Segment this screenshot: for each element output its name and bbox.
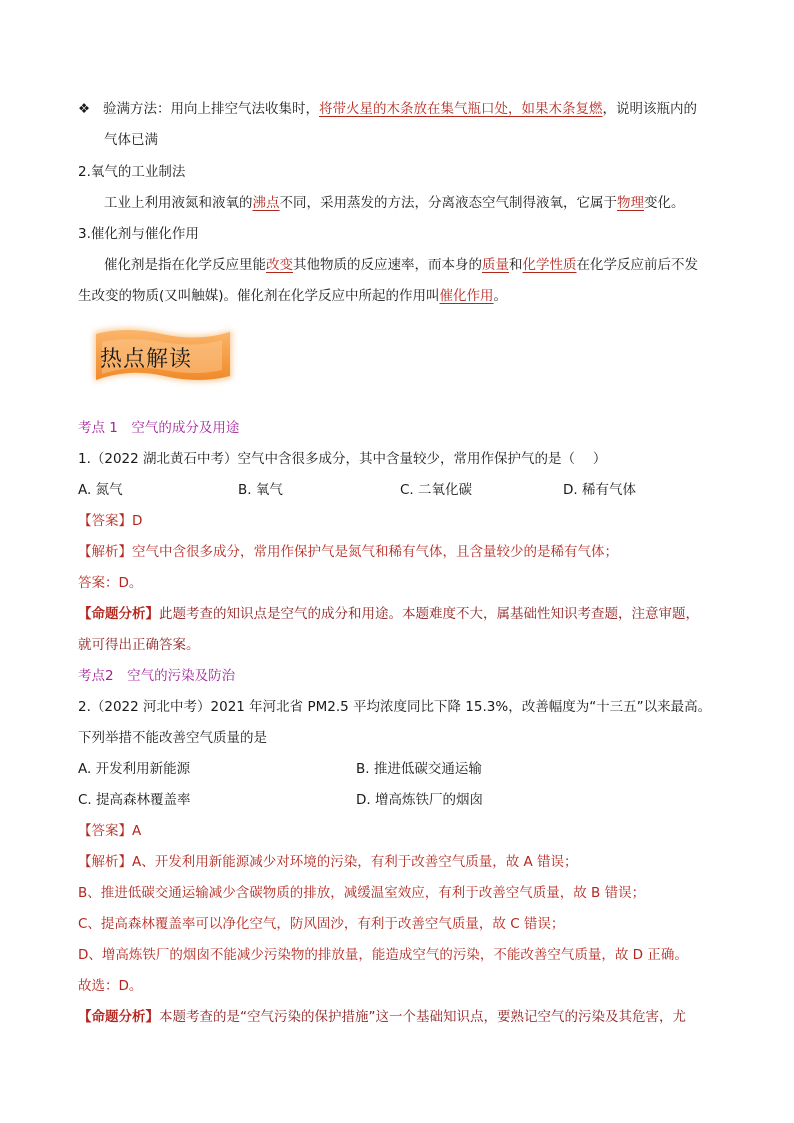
q1-answer-line: 答案：D。 <box>78 575 143 591</box>
catalyst-paragraph-2: 生改变的物质(又叫触媒)。催化剂在化学反应中所起的作用叫催化作用。 <box>78 288 508 304</box>
q2-choose: 故选：D。 <box>78 978 143 994</box>
q1-option-a: A. 氮气 <box>78 482 123 498</box>
keyword-mass: 质量 <box>482 257 509 273</box>
q2-option-c: C. 提高森林覆盖率 <box>78 792 191 808</box>
verify-line-1 <box>78 99 697 119</box>
question-2-line-2: 下列举措不能改善空气质量的是 <box>78 730 267 746</box>
verify-line-2: 气体已满 <box>104 132 158 148</box>
keyword-catalysis: 催化作用 <box>439 288 494 304</box>
verify-key-text: 将带火星的木条放在集气瓶口处，如果木条复燃 <box>318 101 603 117</box>
keyword-physical: 物理 <box>617 195 644 211</box>
topic-1-label: 考点 1 空气的成分及用途 <box>78 420 240 436</box>
q2-option-b: B. 推进低碳交通运输 <box>356 761 482 777</box>
q2-analysis-2: B、推进低碳交通运输减少含碳物质的排放，减缓温室效应，有利于改善空气质量，故 B 错误； <box>78 885 646 901</box>
bullet-icon: ❖ <box>78 101 91 117</box>
q2-option-d: D. 增高炼铁厂的烟囱 <box>356 792 483 808</box>
question-2-line-1: 2.（2022 河北中考）2021 年河北省 PM2.5 平均浓度同比下降 15.3%，改善幅度为“十三五”以来最高。 <box>78 699 712 715</box>
industrial-paragraph: 工业上利用液氮和液氧的沸点不同，采用蒸发的方法，分离液态空气制得液氧，它属于物理变化。 <box>104 195 685 211</box>
hot-topic-banner <box>84 320 238 392</box>
q2-analysis-3: C、提高森林覆盖率可以净化空气，防风固沙，有利于改善空气质量，故 C 错误； <box>78 916 565 932</box>
topic-2-label: 考点2 空气的污染及防治 <box>78 668 236 684</box>
q1-comment: 【命题分析】此题考查的知识点是空气的成分和用途。本题难度不大，属基础性知识考查题，注意审题， <box>78 606 699 622</box>
q1-analysis: 【解析】空气中含很多成分，常用作保护气是氮气和稀有气体，且含量较少的是稀有气体； <box>78 544 618 560</box>
question-1: 1.（2022 湖北黄石中考）空气中含很多成分，其中含量较少，常用作保护气的是（ ） <box>78 451 607 467</box>
q1-option-b: B. 氧气 <box>238 482 283 498</box>
verify-lead: 验满方法：用向上排空气法收集时， <box>102 101 319 117</box>
q1-option-c: C. 二氧化碳 <box>400 482 473 498</box>
keyword-chemical-property: 化学性质 <box>522 257 577 273</box>
industrial-heading: 2.氧气的工业制法 <box>78 164 186 180</box>
verify-tail: ，说明该瓶内的 <box>602 101 697 117</box>
keyword-change: 改变 <box>266 257 293 273</box>
catalyst-paragraph-1: 催化剂是指在化学反应里能改变其他物质的反应速率，而本身的质量和化学性质在化学反应前后不发 <box>104 257 698 273</box>
q2-analysis-4: D、增高炼铁厂的烟囱不能减少污染物的排放量，能造成空气的污染，不能改善空气质量，故 D 正确。 <box>78 947 688 963</box>
q2-option-a: A. 开发利用新能源 <box>78 761 191 777</box>
q2-answer: 【答案】A <box>78 823 142 839</box>
q1-comment-2: 就可得出正确答案。 <box>78 637 200 653</box>
catalyst-heading: 3.催化剂与催化作用 <box>78 226 199 242</box>
q1-option-d: D. 稀有气体 <box>563 482 636 498</box>
q2-analysis-1: 【解析】A、开发利用新能源减少对环境的污染，有利于改善空气质量，故 A 错误； <box>78 854 578 870</box>
keyword-boiling-point: 沸点 <box>252 195 280 211</box>
q2-comment: 【命题分析】本题考查的是“空气污染的保护措施”这一个基础知识点，要熟记空气的污染及其危害，尤 <box>78 1009 686 1025</box>
q1-answer: 【答案】D <box>78 513 143 529</box>
banner-title: 热点解读 <box>100 347 193 372</box>
